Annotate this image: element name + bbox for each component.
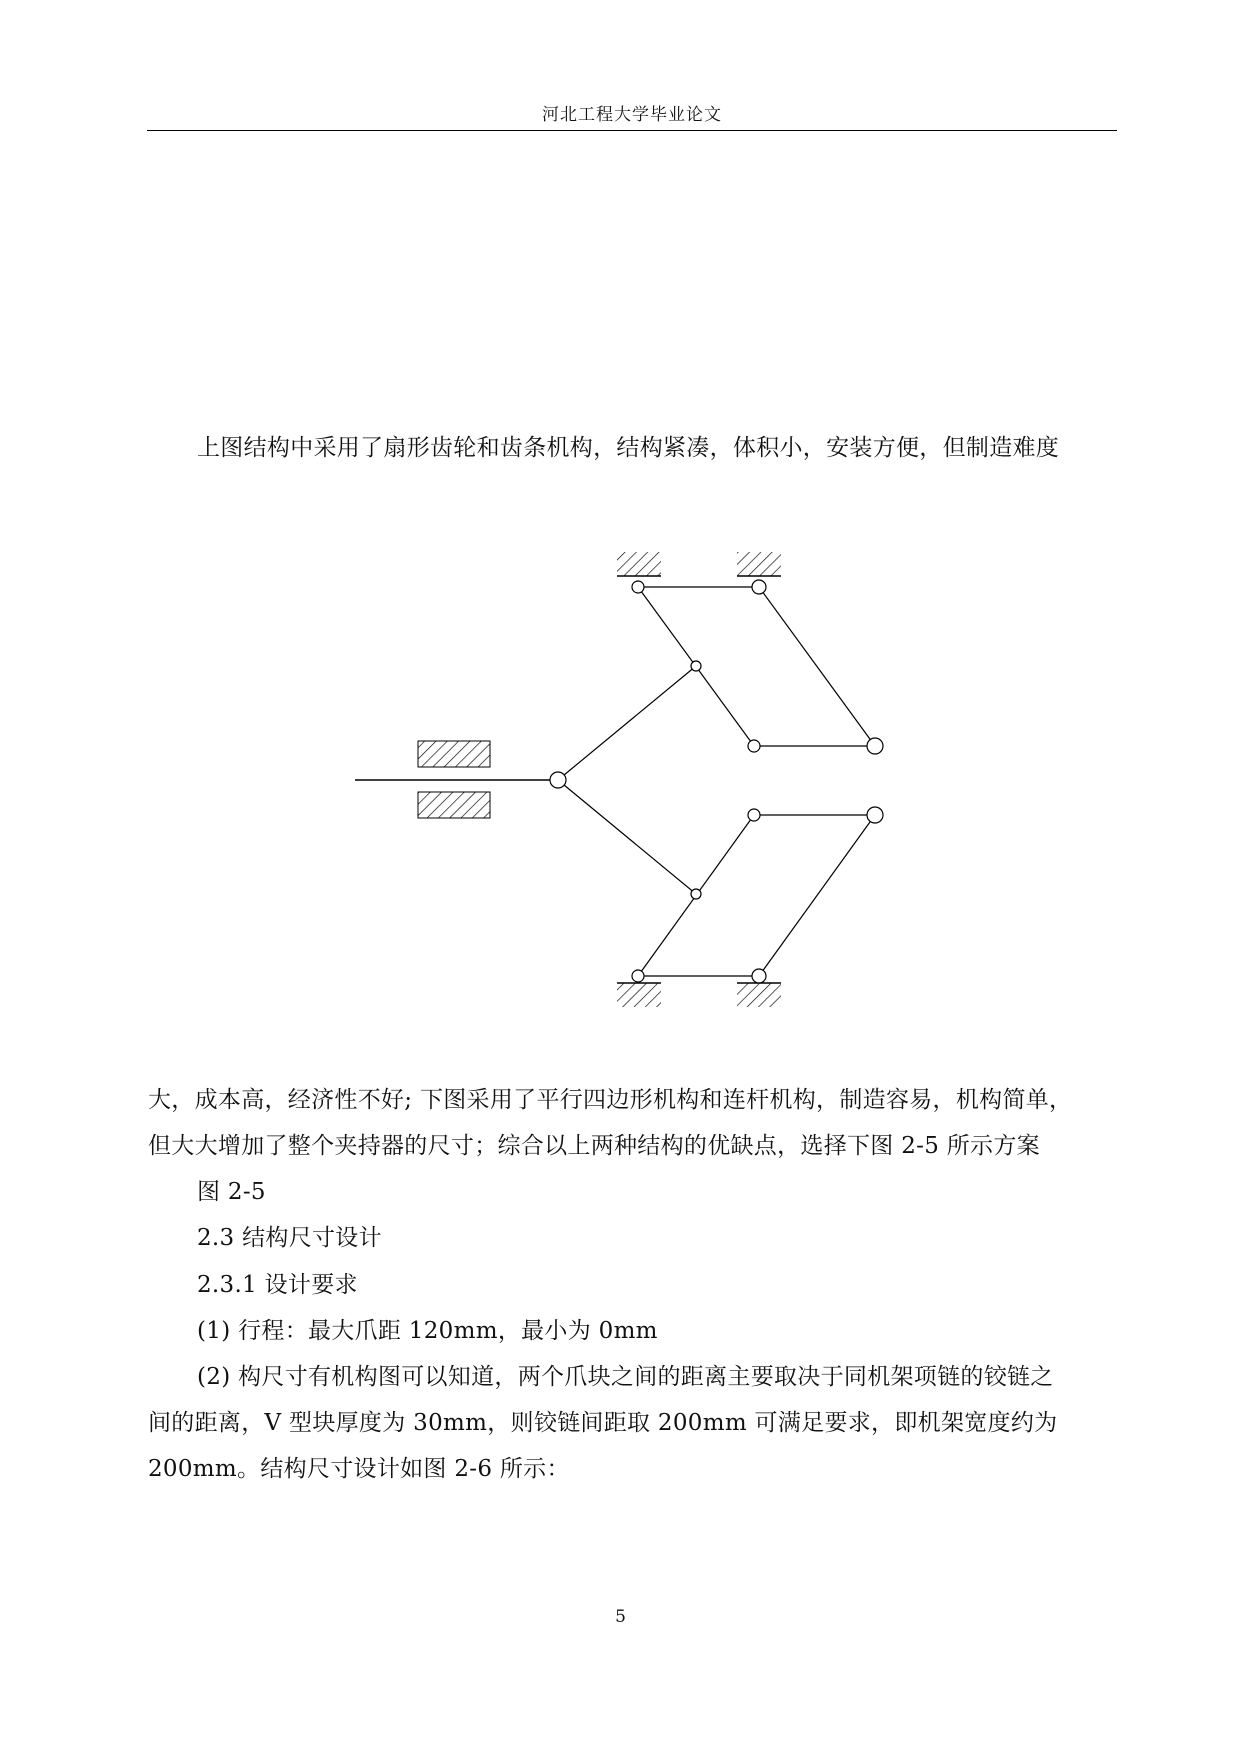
- link-upper-connecting-rod: [558, 666, 696, 780]
- joint-bottom-coupler-right: [867, 807, 883, 823]
- header-rule: [147, 130, 1117, 131]
- figure-caption: 图 2-5: [197, 1179, 266, 1205]
- ground-support-top-right: [737, 552, 781, 576]
- joint-top-ground-left: [632, 581, 644, 593]
- guide-block-upper: [418, 741, 490, 767]
- joint-top-coupler-right: [867, 738, 883, 754]
- linkage-mechanism-diagram: [340, 540, 920, 1020]
- paragraph-line: 200mm。结构尺寸设计如图 2-6 所示：: [148, 1456, 570, 1482]
- joint-bottom-ground-left: [632, 970, 644, 982]
- joint-bottom-coupler-left: [748, 809, 760, 821]
- ground-support-bottom-left: [617, 983, 661, 1007]
- list-item: (2) 构尺寸有机构图可以知道，两个爪块之间的距离主要取决于同机架项链的铰链之: [197, 1364, 1054, 1390]
- running-header: 河北工程大学毕业论文: [542, 105, 722, 125]
- link-bottom-right-rocker: [759, 815, 875, 976]
- paragraph-line: 间的距离，V 型块厚度为 30mm，则铰链间距取 200mm 可满足要求，即机架宽度约为: [148, 1410, 1058, 1436]
- joint-bottom-ground-right: [752, 969, 766, 983]
- guide-block-lower: [418, 792, 490, 818]
- subsection-heading: 2.3.1 设计要求: [197, 1272, 358, 1298]
- section-heading: 2.3 结构尺寸设计: [197, 1225, 382, 1251]
- paragraph-line: 上图结构中采用了扇形齿轮和齿条机构，结构紧凑，体积小，安装方便，但制造难度: [197, 435, 1060, 461]
- joint-upper-middle: [691, 661, 701, 671]
- page-number: 5: [615, 1607, 626, 1627]
- joint-lower-middle: [691, 889, 701, 899]
- ground-support-top-left: [617, 552, 661, 576]
- link-top-right-rocker: [759, 587, 875, 746]
- paragraph-line: 但大大增加了整个夹持器的尺寸；综合以上两种结构的优缺点，选择下图 2-5 所示方案: [148, 1133, 1040, 1159]
- joint-top-coupler-left: [748, 740, 760, 752]
- paragraph-line: 大，成本高，经济性不好; 下图采用了平行四边形机构和连杆机构，制造容易，机构简单，: [148, 1087, 1073, 1113]
- joint-input-pivot: [550, 772, 566, 788]
- ground-support-bottom-right: [737, 983, 781, 1007]
- joint-top-ground-right: [752, 580, 766, 594]
- list-item: (1) 行程：最大爪距 120mm，最小为 0mm: [197, 1318, 658, 1344]
- link-lower-connecting-rod: [558, 780, 696, 894]
